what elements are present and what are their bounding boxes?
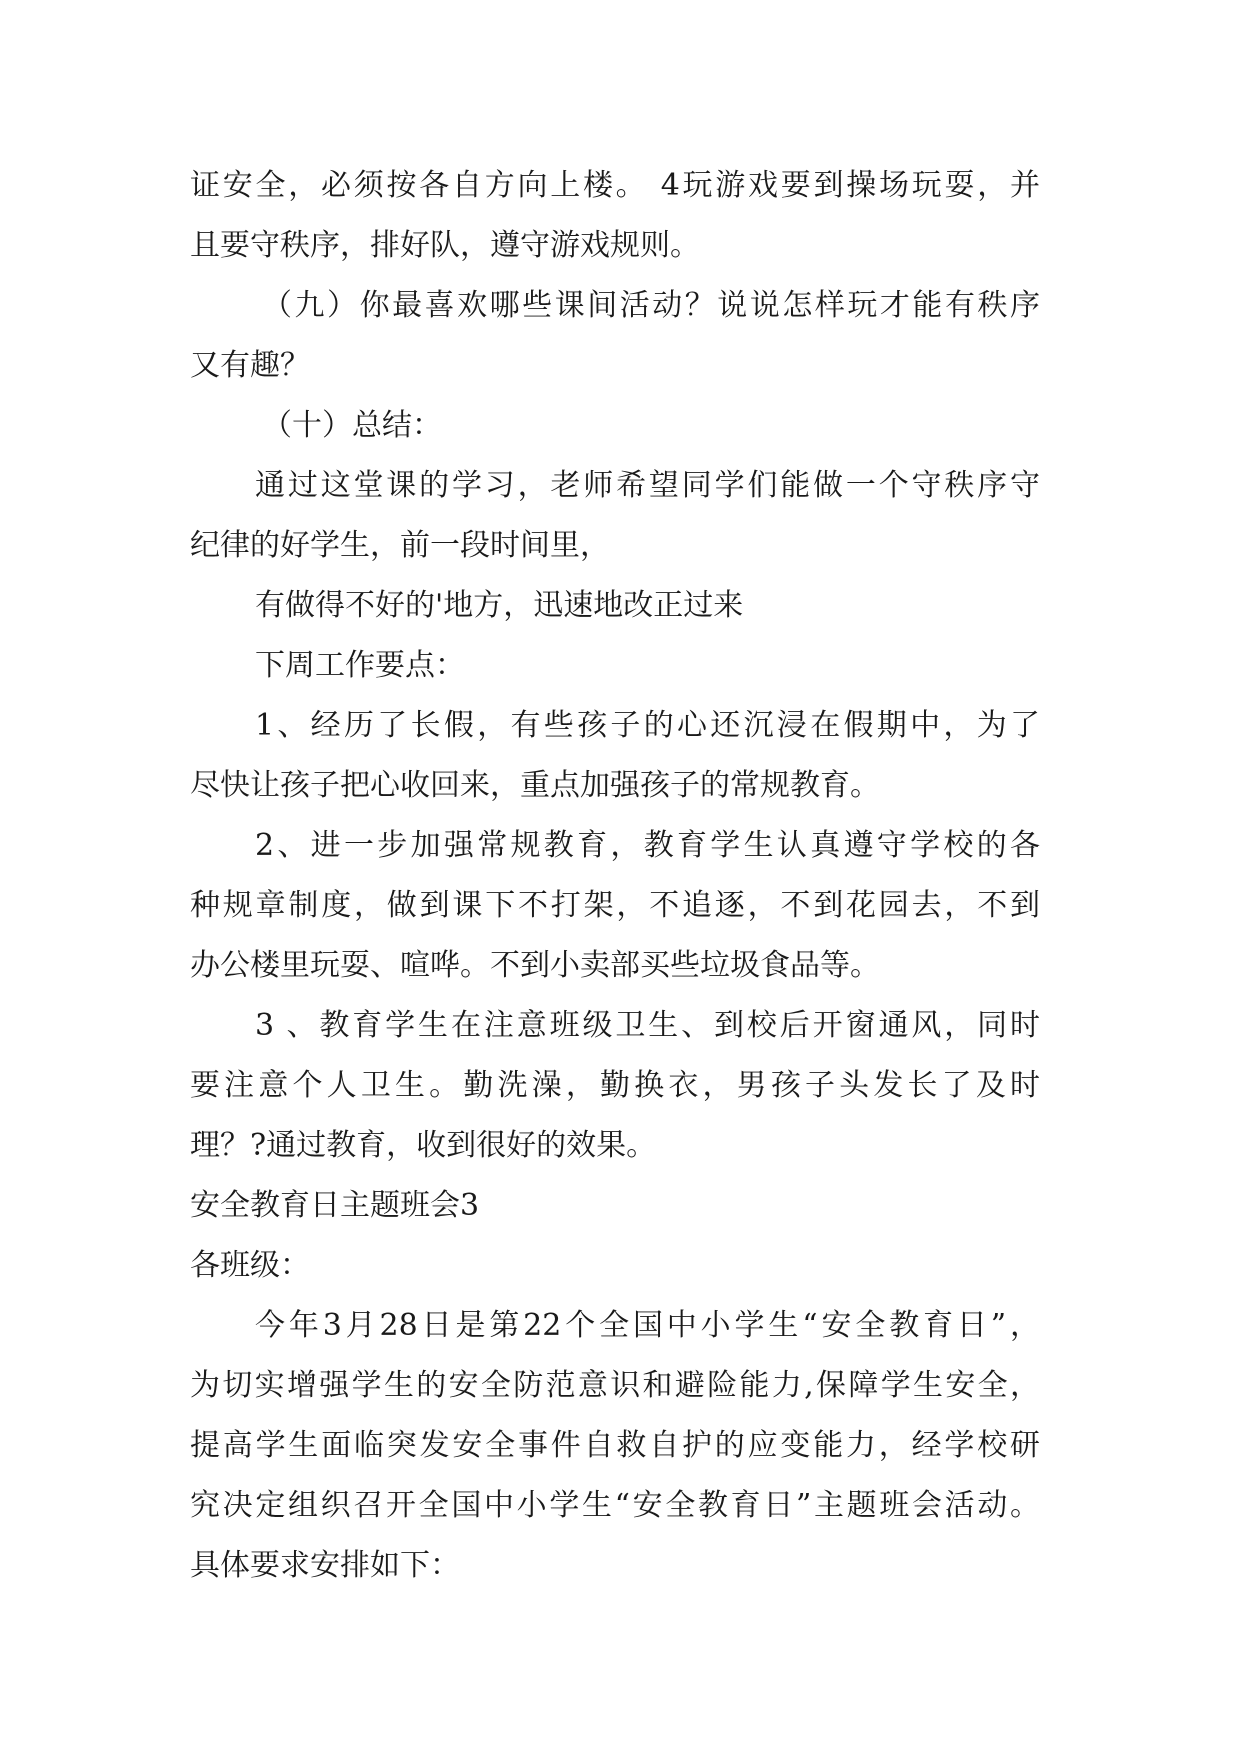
- paragraph-line: （九）你最喜欢哪些课间活动？说说怎样玩才能有秩序: [262, 288, 1040, 323]
- paragraph-line: 究决定组织召开全国中小学生“安全教育日”主题班会活动。: [190, 1488, 1040, 1523]
- paragraph-line: 纪律的好学生，前一段时间里，: [190, 528, 610, 563]
- salutation: 各班级：: [190, 1248, 310, 1283]
- paragraph-line: 办公楼里玩耍、喧哗。不到小卖部买些垃圾食品等。: [190, 948, 880, 983]
- paragraph-line: 证安全，必须按各自方向上楼。 4玩游戏要到操场玩耍，并: [190, 168, 1040, 203]
- paragraph-line: 具体要求安排如下：: [190, 1548, 460, 1583]
- paragraph-line: 理？?通过教育，收到很好的效果。: [190, 1128, 657, 1163]
- paragraph-line: 今年3月28日是第22个全国中小学生“安全教育日”，: [255, 1308, 1040, 1343]
- document-title: 安全教育日主题班会3: [190, 1188, 480, 1223]
- paragraph-line: 有做得不好的'地方，迅速地改正过来: [255, 588, 744, 623]
- paragraph-line: 又有趣？: [190, 348, 310, 383]
- section-heading: （十）总结：: [262, 408, 442, 443]
- list-item: 3 、教育学生在注意班级卫生、到校后开窗通风，同时: [255, 1008, 1040, 1043]
- paragraph-line: 且要守秩序，排好队，遵守游戏规则。: [190, 228, 700, 263]
- paragraph-line: 种规章制度，做到课下不打架，不追逐，不到花园去，不到: [190, 888, 1040, 923]
- paragraph-line: 尽快让孩子把心收回来，重点加强孩子的常规教育。: [190, 768, 880, 803]
- paragraph-line: 通过这堂课的学习，老师希望同学们能做一个守秩序守: [255, 468, 1040, 503]
- list-item: 1、经历了长假，有些孩子的心还沉浸在假期中，为了: [255, 708, 1040, 743]
- paragraph-line: 为切实增强学生的安全防范意识和避险能力,保障学生安全，: [190, 1368, 1040, 1403]
- paragraph-line: 提高学生面临突发安全事件自救自护的应变能力，经学校研: [190, 1428, 1040, 1463]
- paragraph-line: 要注意个人卫生。勤洗澡，勤换衣，男孩子头发长了及时: [190, 1068, 1040, 1103]
- section-heading: 下周工作要点：: [255, 648, 465, 683]
- list-item: 2、进一步加强常规教育，教育学生认真遵守学校的各: [255, 828, 1040, 863]
